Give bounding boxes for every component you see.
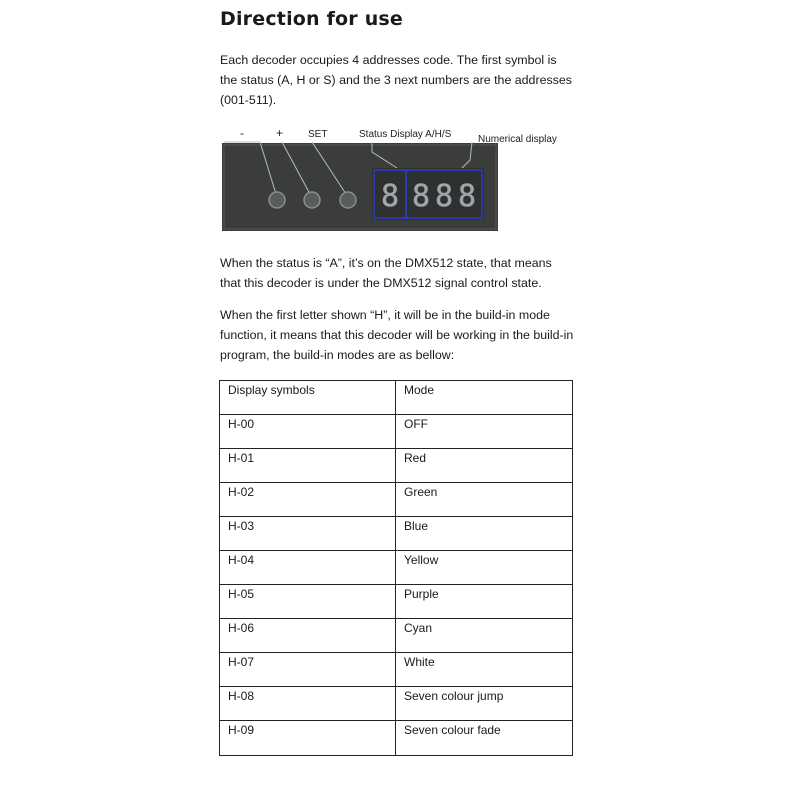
cell-symbol: H-09 — [220, 721, 396, 756]
cell-mode: Cyan — [396, 619, 573, 653]
table-row — [220, 687, 573, 721]
plus-label: + — [276, 126, 284, 140]
minus-button-diagram — [269, 192, 285, 208]
table-header-row — [220, 381, 573, 415]
cell-symbol: H-02 — [220, 483, 396, 517]
cell-symbol: H-06 — [220, 619, 396, 653]
cell-symbol: H-08 — [220, 687, 396, 721]
cell-mode: OFF — [396, 415, 573, 449]
cell-symbol: H-05 — [220, 585, 396, 619]
table-row — [220, 483, 573, 517]
cell-mode: Blue — [396, 517, 573, 551]
cell-mode: Seven colour fade — [396, 721, 573, 756]
header-display-symbols: Display symbols — [220, 381, 396, 415]
table-row — [220, 585, 573, 619]
status-display-label: Status Display A/H/S — [359, 129, 452, 140]
table-row — [220, 619, 573, 653]
table-row — [220, 517, 573, 551]
cell-mode: Green — [396, 483, 573, 517]
cell-symbol: H-07 — [220, 653, 396, 687]
cell-mode: Purple — [396, 585, 573, 619]
status-h-paragraph: When the first letter shown “H”, it will be in the build-in mode function, it means that this decoder will be working in the build-in program, the build-in modes are as bellow: — [220, 308, 574, 362]
address-digit-3: 8 — [457, 179, 477, 214]
table-row — [220, 721, 573, 756]
table-row — [220, 653, 573, 687]
build-in-modes-table — [219, 380, 573, 756]
plus-button-diagram — [304, 192, 320, 208]
cell-mode: Yellow — [396, 551, 573, 585]
cell-symbol: H-03 — [220, 517, 396, 551]
decoder-panel-svg — [222, 124, 557, 231]
cell-mode: Red — [396, 449, 573, 483]
numerical-display-label: Numerical display — [478, 134, 557, 145]
table-row — [220, 415, 573, 449]
cell-mode: Seven colour jump — [396, 687, 573, 721]
table-row — [220, 449, 573, 483]
cell-symbol: H-04 — [220, 551, 396, 585]
minus-label: - — [240, 126, 244, 140]
set-label: SET — [308, 129, 328, 140]
table-row — [220, 551, 573, 585]
header-mode: Mode — [396, 381, 573, 415]
address-digit-1: 8 — [411, 179, 431, 214]
cell-symbol: H-00 — [220, 415, 396, 449]
cell-mode: White — [396, 653, 573, 687]
decoder-panel-diagram — [222, 124, 557, 231]
page-heading: Direction for use — [220, 8, 404, 30]
address-digit-2: 8 — [434, 179, 454, 214]
status-digit: 8 — [380, 179, 400, 214]
cell-symbol: H-01 — [220, 449, 396, 483]
intro-paragraph: Each decoder occupies 4 addresses code. The first symbol is the status (A, H or S) and the 3 next numbers are the addresses (001-511). — [220, 53, 572, 107]
set-button-diagram — [340, 192, 356, 208]
status-a-paragraph: When the status is “A”, it’s on the DMX512 state, that means that this decoder is under the DMX512 signal control state. — [220, 256, 552, 290]
